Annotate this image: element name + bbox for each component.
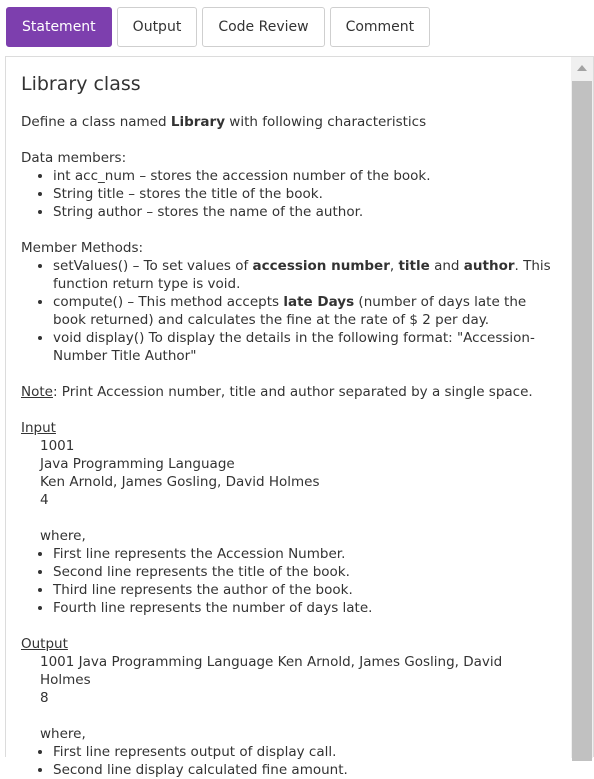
- chevron-up-icon: [577, 65, 587, 71]
- scroll-up-button[interactable]: [571, 57, 593, 79]
- list-item: • Second line represents the title of the book.: [53, 563, 556, 581]
- output-heading: Output: [21, 636, 68, 652]
- list-item: • Fourth line represents the number of days late.: [53, 599, 556, 617]
- input-explanation-list: [21, 545, 556, 617]
- method-bold: late Days: [283, 294, 355, 310]
- statement-panel: [5, 56, 594, 778]
- intro-class-name: Library: [170, 114, 225, 130]
- tab-output[interactable]: Output: [117, 7, 198, 47]
- input-line: 4: [40, 492, 49, 508]
- input-block: [21, 437, 556, 545]
- intro-pre: Define a class named: [21, 114, 171, 130]
- list-item: • String title – stores the title of the book.: [53, 185, 556, 203]
- note: [21, 383, 556, 401]
- list-item: • String author – stores the name of the author.: [53, 203, 556, 221]
- vertical-scrollbar[interactable]: [571, 57, 593, 758]
- method-text: setValues() – To set values of: [53, 258, 253, 274]
- method-text: and: [429, 258, 464, 274]
- list-item: • Third line represents the author of the book.: [53, 581, 556, 599]
- method-bold: accession number: [252, 258, 390, 274]
- output-block: [21, 653, 556, 743]
- method-bold: author: [463, 258, 515, 274]
- intro-text: [21, 113, 556, 131]
- where-label: where,: [40, 528, 86, 544]
- tab-comment[interactable]: Comment: [330, 7, 431, 47]
- list-item: • First line represents output of display call.: [53, 743, 556, 761]
- note-label: Note: [21, 384, 53, 400]
- list-item: • int acc_num – stores the accession number of the book.: [53, 167, 556, 185]
- statement-content: [21, 72, 556, 779]
- intro-post: with following characteristics: [225, 114, 427, 130]
- output-explanation-list: [21, 743, 556, 779]
- input-line: Ken Arnold, James Gosling, David Holmes: [40, 474, 320, 490]
- where-label: where,: [40, 726, 86, 742]
- list-item: • Second line display calculated fine amount.: [53, 761, 556, 779]
- method-text: compute() – This method accepts: [53, 294, 284, 310]
- methods-list: [21, 257, 556, 365]
- method-text: . This function return type is void.: [53, 258, 551, 292]
- methods-heading: Member Methods:: [21, 240, 144, 256]
- tab-statement[interactable]: Statement: [6, 7, 112, 47]
- list-item: [53, 293, 556, 329]
- output-line: 8: [40, 690, 49, 706]
- tab-code-review[interactable]: Code Review: [202, 7, 324, 47]
- note-text: : Print Accession number, title and author separated by a single space.: [52, 384, 533, 400]
- problem-title: Library class: [21, 73, 141, 95]
- input-line: 1001: [40, 438, 75, 454]
- list-item: • void display() To display the details in the following format: "Accession-Number Title Author": [53, 329, 556, 365]
- method-bold: title: [398, 258, 430, 274]
- method-text: (number of days late the book returned) and calculates the fine at the rate of $ 2 per day.: [53, 294, 527, 328]
- list-item: • First line represents the Accession Number.: [53, 545, 556, 563]
- output-line: 1001 Java Programming Language Ken Arnold, James Gosling, David Holmes: [40, 654, 503, 688]
- list-item: [53, 257, 556, 293]
- scrollbar-thumb[interactable]: [572, 81, 592, 761]
- tab-bar: [6, 7, 430, 47]
- data-members-heading: Data members:: [21, 150, 127, 166]
- method-text: ,: [389, 258, 399, 274]
- input-line: Java Programming Language: [40, 456, 235, 472]
- data-members-list: [21, 167, 556, 221]
- input-heading: Input: [21, 420, 56, 436]
